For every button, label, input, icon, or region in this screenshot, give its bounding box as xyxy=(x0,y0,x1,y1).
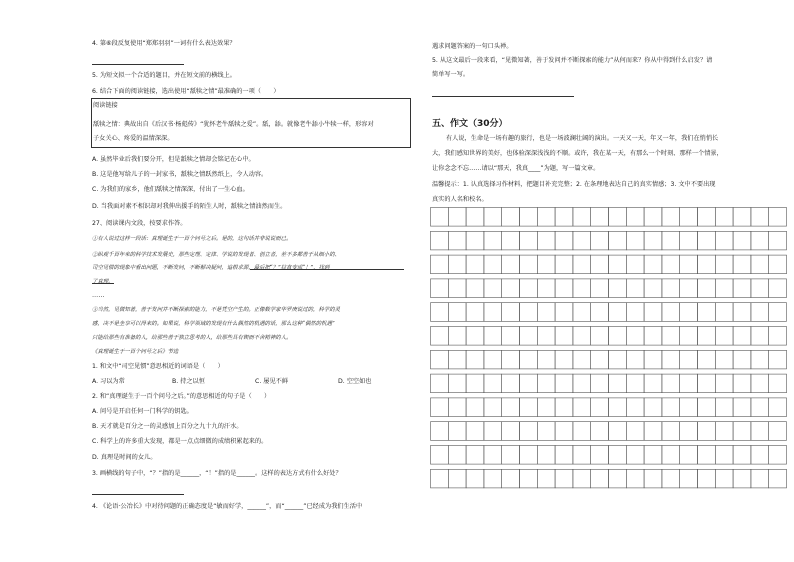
sub-question-1: 1. 和文中“司空见惯”意思相近的词语是（ ） xyxy=(92,363,224,370)
passage-paragraph: 只能给那些有准备的人，给那些善于独立思考的人，给那些具有锲而不舍精神的人。 xyxy=(92,335,292,341)
grid-cell[interactable] xyxy=(644,208,662,227)
grid-cell[interactable] xyxy=(555,231,573,250)
grid-cell[interactable] xyxy=(769,350,787,369)
grid-cell[interactable] xyxy=(662,208,680,227)
grid-cell[interactable] xyxy=(626,469,644,488)
grid-cell[interactable] xyxy=(698,303,716,322)
grid-cell[interactable] xyxy=(662,446,680,465)
option-c[interactable]: C. 科学上的许多重大发现，都是一点点细微的成绩积累起来的。 xyxy=(92,438,268,445)
grid-cell[interactable] xyxy=(715,327,733,346)
grid-cell[interactable] xyxy=(431,303,449,322)
grid-cell[interactable] xyxy=(573,279,591,298)
grid-cell[interactable] xyxy=(769,398,787,417)
grid-cell[interactable] xyxy=(751,469,769,488)
grid-cell[interactable] xyxy=(520,398,538,417)
grid-cell[interactable] xyxy=(555,303,573,322)
continued-text: 遇求问题答案的一句口头禅。 xyxy=(432,43,513,50)
grid-cell[interactable] xyxy=(715,255,733,274)
grid-cell[interactable] xyxy=(466,231,484,250)
grid-cell[interactable] xyxy=(609,350,627,369)
grid-cell[interactable] xyxy=(715,350,733,369)
grid-cell[interactable] xyxy=(644,374,662,393)
grid-cell[interactable] xyxy=(573,255,591,274)
grid-cell[interactable] xyxy=(751,255,769,274)
grid-cell[interactable] xyxy=(626,231,644,250)
grid-cell[interactable] xyxy=(769,327,787,346)
grid-cell[interactable] xyxy=(431,374,449,393)
grid-cell[interactable] xyxy=(733,374,751,393)
passage-paragraph: 感，决不是坐享可以得来的。如果说，科学领域的发现有什么偶然的机遇的话，那么这种“偶然的机遇” xyxy=(92,321,335,327)
grid-cell[interactable] xyxy=(555,208,573,227)
answer-line[interactable] xyxy=(92,494,184,495)
grid-cell[interactable] xyxy=(484,303,502,322)
grid-cell[interactable] xyxy=(698,469,716,488)
grid-cell[interactable] xyxy=(537,350,555,369)
grid-cell[interactable] xyxy=(680,446,698,465)
grid-cell[interactable] xyxy=(484,231,502,250)
grid-cell[interactable] xyxy=(573,327,591,346)
grid-cell[interactable] xyxy=(715,422,733,441)
grid-cell[interactable] xyxy=(484,327,502,346)
grid-cell[interactable] xyxy=(698,398,716,417)
grid-cell[interactable] xyxy=(537,374,555,393)
grid-cell[interactable] xyxy=(662,374,680,393)
grid-cell[interactable] xyxy=(502,469,520,488)
grid-cell[interactable] xyxy=(680,422,698,441)
grid-cell[interactable] xyxy=(751,398,769,417)
grid-cell[interactable] xyxy=(431,208,449,227)
grid-cell[interactable] xyxy=(733,469,751,488)
grid-cell[interactable] xyxy=(733,303,751,322)
grid-cell[interactable] xyxy=(520,303,538,322)
grid-cell[interactable] xyxy=(573,231,591,250)
grid-cell[interactable] xyxy=(680,231,698,250)
essay-prompt: 让你念念不忘……请以“那天，我真____”为题，写一篇文章。 xyxy=(432,165,600,172)
grid-cell[interactable] xyxy=(431,279,449,298)
grid-cell[interactable] xyxy=(555,350,573,369)
grid-cell[interactable] xyxy=(644,279,662,298)
grid-cell[interactable] xyxy=(573,208,591,227)
grid-cell[interactable] xyxy=(573,350,591,369)
grid-cell[interactable] xyxy=(662,279,680,298)
grid-cell[interactable] xyxy=(502,255,520,274)
grid-cell[interactable] xyxy=(751,446,769,465)
grid-cell[interactable] xyxy=(751,208,769,227)
reading-link-line: 子女关心、疼爱的温情深深。 xyxy=(93,135,174,142)
grid-cell[interactable] xyxy=(555,469,573,488)
grid-cell[interactable] xyxy=(662,350,680,369)
grid-cell[interactable] xyxy=(769,255,787,274)
grid-cell[interactable] xyxy=(466,469,484,488)
grid-cell[interactable] xyxy=(520,374,538,393)
grid-cell[interactable] xyxy=(698,255,716,274)
grid-cell[interactable] xyxy=(591,422,609,441)
grid-cell[interactable] xyxy=(520,327,538,346)
grid-cell[interactable] xyxy=(448,327,466,346)
grid-cell[interactable] xyxy=(448,231,466,250)
reading-link-line: 舐犊之情：典故出自《后汉书·杨彪传》“犹怀老牛舐犊之爱”。舐，舔。就像老牛舔小牛犊一样，形容对 xyxy=(93,121,374,128)
grid-cell[interactable] xyxy=(626,327,644,346)
essay-tips: 温馨提示：1. 认真选择习作材料，把题目补充完整；2. 在条理地表达自己的真实情感；3. 文中不要出现 xyxy=(432,181,716,188)
grid-cell[interactable] xyxy=(537,255,555,274)
grid-cell[interactable] xyxy=(769,231,787,250)
grid-cell[interactable] xyxy=(555,374,573,393)
grid-cell[interactable] xyxy=(733,255,751,274)
grid-cell[interactable] xyxy=(502,422,520,441)
grid-cell[interactable] xyxy=(466,255,484,274)
grid-cell[interactable] xyxy=(555,279,573,298)
grid-cell[interactable] xyxy=(769,303,787,322)
answer-line[interactable] xyxy=(432,96,574,97)
grid-cell[interactable] xyxy=(626,374,644,393)
grid-cell[interactable] xyxy=(448,398,466,417)
reading-link-title: 阅读链接 xyxy=(93,102,118,109)
grid-cell[interactable] xyxy=(698,374,716,393)
excerpt-source: 《真理诞生于一百个问号之后》节选 xyxy=(92,349,179,355)
grid-cell[interactable] xyxy=(520,231,538,250)
grid-cell[interactable] xyxy=(715,231,733,250)
question-5: 5. 为短文拟一个合适的题目，并在短文前的横线上。 xyxy=(92,72,236,79)
grid-cell[interactable] xyxy=(537,398,555,417)
grid-cell[interactable] xyxy=(751,350,769,369)
grid-cell[interactable] xyxy=(448,303,466,322)
grid-cell[interactable] xyxy=(609,398,627,417)
essay-prompt: 有人说，生命是一场有趣的旅行，也是一场波澜壮阔的演出。一天又一天，年又一年，我们在悄悄长 xyxy=(446,135,719,142)
grid-cell[interactable] xyxy=(484,398,502,417)
grid-cell[interactable] xyxy=(448,374,466,393)
grid-cell[interactable] xyxy=(448,446,466,465)
grid-cell[interactable] xyxy=(751,422,769,441)
grid-cell[interactable] xyxy=(644,398,662,417)
grid-cell[interactable] xyxy=(733,446,751,465)
grid-cell[interactable] xyxy=(626,303,644,322)
grid-cell[interactable] xyxy=(715,208,733,227)
grid-cell[interactable] xyxy=(591,374,609,393)
grid-cell[interactable] xyxy=(644,422,662,441)
answer-line[interactable] xyxy=(92,64,184,65)
grid-cell[interactable] xyxy=(591,255,609,274)
grid-cell[interactable] xyxy=(769,422,787,441)
grid-cell[interactable] xyxy=(680,374,698,393)
grid-cell[interactable] xyxy=(609,255,627,274)
passage-paragraph: ②纵观千百年来的科学技术发展史，那些定理、定律、学说的发现者、创立者，差不多都善于从细小的、 xyxy=(92,252,340,258)
grid-cell[interactable] xyxy=(502,208,520,227)
grid-cell[interactable] xyxy=(662,398,680,417)
grid-cell[interactable] xyxy=(733,350,751,369)
grid-cell[interactable] xyxy=(573,303,591,322)
option-a[interactable]: A. 虽然毕业后我们要分开，但是舐犊之情却会铭记在心中。 xyxy=(92,156,255,163)
grid-cell[interactable] xyxy=(609,303,627,322)
grid-cell[interactable] xyxy=(609,446,627,465)
grid-cell[interactable] xyxy=(751,279,769,298)
grid-cell[interactable] xyxy=(591,231,609,250)
grid-cell[interactable] xyxy=(698,422,716,441)
sub-question-3: 3. 画横线的句子中，“？”指的是______，“！”指的是______。这样的表达方式有什么好处？ xyxy=(92,470,342,477)
grid-cell[interactable] xyxy=(466,279,484,298)
grid-cell[interactable] xyxy=(715,446,733,465)
grid-cell[interactable] xyxy=(715,398,733,417)
grid-cell[interactable] xyxy=(573,446,591,465)
grid-cell[interactable] xyxy=(644,255,662,274)
grid-cell[interactable] xyxy=(680,279,698,298)
grid-cell[interactable] xyxy=(431,422,449,441)
grid-cell[interactable] xyxy=(715,279,733,298)
grid-cell[interactable] xyxy=(448,279,466,298)
grid-cell[interactable] xyxy=(591,469,609,488)
option-b[interactable]: B. 天才就是百分之一的灵感加上百分之九十九的汗水。 xyxy=(92,423,243,430)
grid-cell[interactable] xyxy=(698,350,716,369)
essay-tips: 真实的人名和校名。 xyxy=(432,196,488,203)
grid-cell[interactable] xyxy=(591,398,609,417)
composition-grid[interactable] xyxy=(430,207,788,507)
grid-cell[interactable] xyxy=(431,398,449,417)
grid-cell[interactable] xyxy=(733,208,751,227)
grid-cell[interactable] xyxy=(537,446,555,465)
grid-cell[interactable] xyxy=(431,350,449,369)
grid-cell[interactable] xyxy=(733,398,751,417)
grid-cell[interactable] xyxy=(662,231,680,250)
grid-cell[interactable] xyxy=(484,279,502,298)
grid-cell[interactable] xyxy=(502,374,520,393)
grid-cell[interactable] xyxy=(698,208,716,227)
option-d[interactable]: D. 当我面对素不相识却对我伸出援手的陌生人时，舐犊之情油然而生。 xyxy=(92,203,287,210)
grid-cell[interactable] xyxy=(466,303,484,322)
grid-cell[interactable] xyxy=(698,279,716,298)
grid-cell[interactable] xyxy=(555,446,573,465)
question-27: 27、阅读课内文段，按要求作答。 xyxy=(92,220,187,227)
underline-mark xyxy=(92,283,114,284)
question-5-cont: 简单写一写。 xyxy=(432,71,470,78)
grid-cell[interactable] xyxy=(662,255,680,274)
option-b[interactable]: B. 持之以恒 xyxy=(172,378,205,385)
grid-cell[interactable] xyxy=(484,208,502,227)
grid-cell[interactable] xyxy=(466,327,484,346)
grid-cell[interactable] xyxy=(609,422,627,441)
passage-paragraph: ①有人说过这样一段话：真理诞生于一百个问号之后。是的，这句话并非说说而已。 xyxy=(92,236,292,242)
grid-cell[interactable] xyxy=(484,255,502,274)
grid-cell[interactable] xyxy=(502,350,520,369)
grid-cell[interactable] xyxy=(591,446,609,465)
grid-cell[interactable] xyxy=(520,446,538,465)
grid-cell[interactable] xyxy=(448,469,466,488)
grid-cell[interactable] xyxy=(769,446,787,465)
grid-cell[interactable] xyxy=(680,303,698,322)
grid-cell[interactable] xyxy=(644,327,662,346)
grid-cell[interactable] xyxy=(520,469,538,488)
grid-cell[interactable] xyxy=(698,327,716,346)
grid-cell[interactable] xyxy=(662,327,680,346)
grid-cell[interactable] xyxy=(502,398,520,417)
grid-cell[interactable] xyxy=(644,231,662,250)
grid-cell[interactable] xyxy=(609,279,627,298)
passage-paragraph: 了真理。 xyxy=(92,279,114,285)
grid-cell[interactable] xyxy=(609,469,627,488)
essay-prompt: 大，我们感知世界的美好，也体验深深浅浅的不顺。或许，我在某一天，有那么一个时刻、那样一个情景， xyxy=(432,150,723,157)
grid-cell[interactable] xyxy=(662,422,680,441)
grid-cell[interactable] xyxy=(680,398,698,417)
grid-cell[interactable] xyxy=(662,303,680,322)
grid-cell[interactable] xyxy=(537,208,555,227)
grid-cell[interactable] xyxy=(591,279,609,298)
grid-cell[interactable] xyxy=(733,231,751,250)
grid-cell[interactable] xyxy=(466,446,484,465)
option-a[interactable]: A. 问号是开启任何一门科学的钥匙。 xyxy=(92,408,193,415)
grid-cell[interactable] xyxy=(537,327,555,346)
grid-cell[interactable] xyxy=(644,446,662,465)
grid-cell[interactable] xyxy=(626,422,644,441)
option-c[interactable]: C. 屡见不鲜 xyxy=(255,378,289,385)
grid-cell[interactable] xyxy=(537,279,555,298)
option-c[interactable]: C. 为我们的家乡，他们舐犊之情深深，付出了一生心血。 xyxy=(92,186,249,193)
question-6: 6. 结合下面的阅读链接，选出使用“舐犊之情”最准确的一项（ ） xyxy=(92,88,280,95)
grid-cell[interactable] xyxy=(733,279,751,298)
grid-cell[interactable] xyxy=(751,231,769,250)
grid-cell[interactable] xyxy=(520,422,538,441)
section-title: 五、作文（30分） xyxy=(432,119,508,129)
ellipsis: …… xyxy=(92,292,105,299)
grid-cell[interactable] xyxy=(680,327,698,346)
grid-cell[interactable] xyxy=(466,374,484,393)
grid-cell[interactable] xyxy=(484,374,502,393)
grid-cell[interactable] xyxy=(715,374,733,393)
grid-cell[interactable] xyxy=(502,303,520,322)
grid-cell[interactable] xyxy=(537,231,555,250)
grid-cell[interactable] xyxy=(573,469,591,488)
grid-cell[interactable] xyxy=(448,422,466,441)
grid-cell[interactable] xyxy=(573,374,591,393)
reading-link-box xyxy=(91,98,411,148)
grid-cell[interactable] xyxy=(626,446,644,465)
grid-cell[interactable] xyxy=(484,446,502,465)
grid-cell[interactable] xyxy=(715,303,733,322)
grid-cell[interactable] xyxy=(644,350,662,369)
grid-cell[interactable] xyxy=(591,208,609,227)
grid-cell[interactable] xyxy=(555,398,573,417)
grid-cell[interactable] xyxy=(573,422,591,441)
grid-cell[interactable] xyxy=(466,398,484,417)
grid-cell[interactable] xyxy=(520,350,538,369)
grid-cell[interactable] xyxy=(466,350,484,369)
grid-cell[interactable] xyxy=(484,422,502,441)
option-d[interactable]: D. 空空如也 xyxy=(338,378,372,385)
option-b[interactable]: B. 这是他写给儿子的一封家书，舐犊之情跃然纸上，令人动容。 xyxy=(92,171,268,178)
grid-cell[interactable] xyxy=(680,469,698,488)
grid-cell[interactable] xyxy=(520,208,538,227)
grid-cell[interactable] xyxy=(448,350,466,369)
grid-cell[interactable] xyxy=(769,469,787,488)
grid-cell[interactable] xyxy=(502,279,520,298)
grid-cell[interactable] xyxy=(733,327,751,346)
grid-cell[interactable] xyxy=(484,469,502,488)
sub-question-2: 2. 和“真理诞生于一百个问号之后。”的意思相近的句子是（ ） xyxy=(92,393,271,400)
grid-cell[interactable] xyxy=(502,446,520,465)
grid-cell[interactable] xyxy=(751,374,769,393)
grid-cell[interactable] xyxy=(502,327,520,346)
grid-cell[interactable] xyxy=(644,303,662,322)
grid-cell[interactable] xyxy=(626,208,644,227)
grid-cell[interactable] xyxy=(769,279,787,298)
grid-cell[interactable] xyxy=(591,350,609,369)
grid-cell[interactable] xyxy=(573,398,591,417)
passage-paragraph: 司空见惯的现象中看出问题，不断发问，不断解决疑问，追根求源，最后把“？”拉直变成“！”，找到 xyxy=(92,265,330,271)
passage-paragraph: ③当然，见微知著，善于发问并不断探索的能力，不是凭空产生的。正像数学家华罗庚说过的，科学的灵 xyxy=(92,307,340,313)
grid-cell[interactable] xyxy=(537,422,555,441)
grid-cell[interactable] xyxy=(431,327,449,346)
grid-cell[interactable] xyxy=(733,422,751,441)
option-a[interactable]: A. 习以为常 xyxy=(92,378,125,385)
option-d[interactable]: D. 真理是时间的女儿。 xyxy=(92,454,157,461)
grid-cell[interactable] xyxy=(520,279,538,298)
grid-cell[interactable] xyxy=(680,255,698,274)
grid-cell[interactable] xyxy=(431,255,449,274)
grid-cell[interactable] xyxy=(520,255,538,274)
grid-cell[interactable] xyxy=(591,327,609,346)
grid-cell[interactable] xyxy=(609,374,627,393)
grid-cell[interactable] xyxy=(751,327,769,346)
grid-cell[interactable] xyxy=(555,255,573,274)
grid-cell[interactable] xyxy=(591,303,609,322)
grid-cell[interactable] xyxy=(555,327,573,346)
grid-cell[interactable] xyxy=(626,279,644,298)
grid-cell[interactable] xyxy=(431,446,449,465)
grid-cell[interactable] xyxy=(644,469,662,488)
grid-cell[interactable] xyxy=(662,469,680,488)
grid-cell[interactable] xyxy=(448,208,466,227)
grid-cell[interactable] xyxy=(537,303,555,322)
question-5: 5. 从这文最后一段来看，“见微知著，善于发问并不断探索的能力”从何而来？你从中得到什么启发？请 xyxy=(432,57,713,64)
sub-question-4: 4. 《论语·公冶长》中对待问题的正确态度是“敏而好学，______”，而“______”已经成为我们生活中 xyxy=(92,503,363,510)
grid-cell[interactable] xyxy=(626,398,644,417)
grid-cell[interactable] xyxy=(431,469,449,488)
grid-cell[interactable] xyxy=(769,208,787,227)
grid-cell[interactable] xyxy=(609,327,627,346)
underline-mark xyxy=(250,269,404,270)
grid-cell[interactable] xyxy=(609,208,627,227)
grid-cell[interactable] xyxy=(626,350,644,369)
grid-cell[interactable] xyxy=(466,422,484,441)
grid-cell[interactable] xyxy=(680,350,698,369)
grid-cell[interactable] xyxy=(609,231,627,250)
grid-cell[interactable] xyxy=(751,303,769,322)
grid-cell[interactable] xyxy=(431,231,449,250)
question-4: 4. 第⑥段反复使用“郑郑羽羽”一词有什么表达效果？ xyxy=(92,40,236,47)
grid-cell[interactable] xyxy=(502,231,520,250)
grid-cell[interactable] xyxy=(626,255,644,274)
grid-cell[interactable] xyxy=(555,422,573,441)
grid-cell[interactable] xyxy=(698,446,716,465)
grid-cell[interactable] xyxy=(680,208,698,227)
grid-cell[interactable] xyxy=(698,231,716,250)
grid-cell[interactable] xyxy=(715,469,733,488)
grid-cell[interactable] xyxy=(769,374,787,393)
grid-cell[interactable] xyxy=(448,255,466,274)
grid-cell[interactable] xyxy=(484,350,502,369)
grid-cell[interactable] xyxy=(537,469,555,488)
grid-cell[interactable] xyxy=(466,208,484,227)
